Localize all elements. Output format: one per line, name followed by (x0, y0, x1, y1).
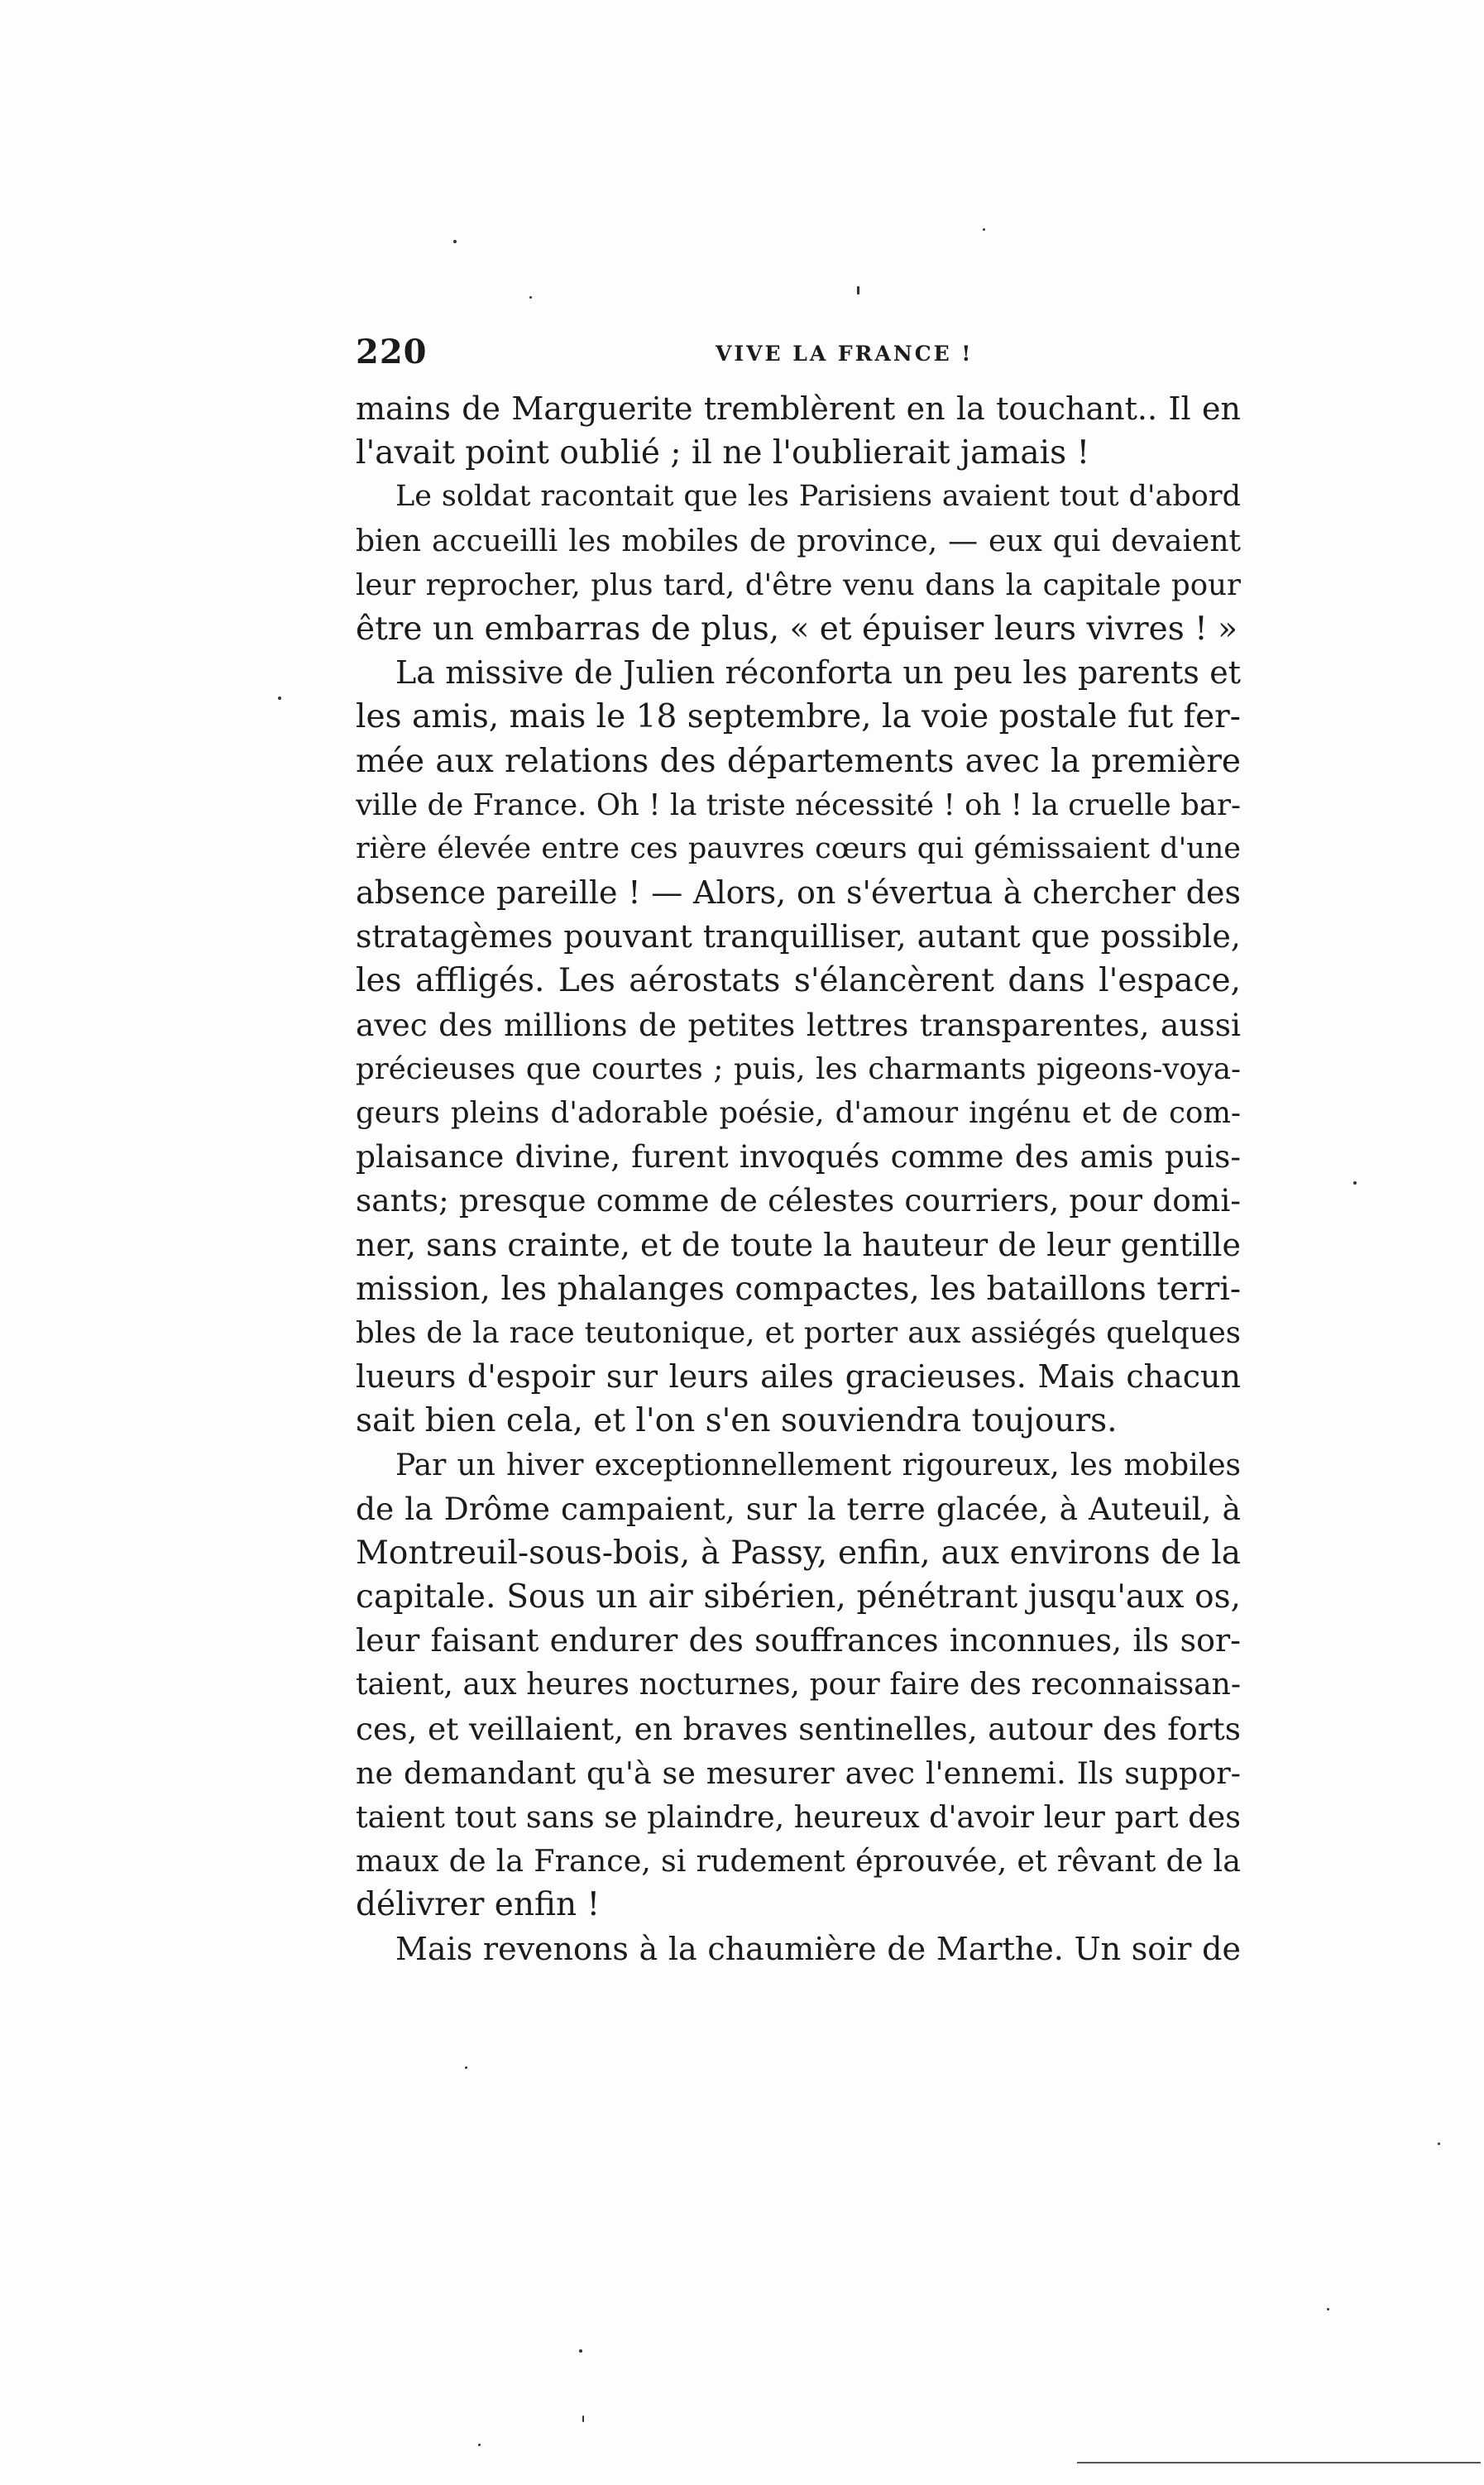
text-line: délivrer enfin ! (356, 1886, 601, 1924)
text-line: de la Drôme campaient, sur la terre glacée, à Auteuil, à (356, 1490, 1241, 1527)
text-line: mission, les phalanges compactes, les bataillons terri- (356, 1270, 1241, 1308)
scan-speck (478, 2444, 481, 2446)
text-line: les amis, mais le 18 septembre, la voie postale fut fer- (356, 698, 1241, 736)
text-line: ner, sans crainte, et de toute la hauteur de leur gentille (356, 1226, 1241, 1263)
scan-speck (1327, 2308, 1329, 2310)
text-line: stratagèmes pouvant tranquilliser, autant que possible, (356, 918, 1241, 955)
text-line: mains de Marguerite tremblèrent en la touchant.. Il en (356, 390, 1241, 427)
text-line: Par un hiver exceptionnellement rigoureux, les mobiles (395, 1448, 1241, 1482)
text-line: bles de la race teutonique, et porter aux assiégés quelques (356, 1315, 1241, 1350)
text-line: taient, aux heures nocturnes, pour faire des reconnaissan- (356, 1668, 1241, 1702)
scan-speck (278, 697, 281, 700)
text-line: sants; presque comme de célestes courriers, pour domi- (356, 1182, 1241, 1219)
text-line: être un embarras de plus, « et épuiser leurs vivres ! » (356, 610, 1238, 648)
text-line: avec des millions de petites lettres transparentes, aussi (356, 1006, 1241, 1043)
text-line: précieuses que courtes ; puis, les charmants pigeons-voya- (356, 1051, 1241, 1086)
scan-speck (1438, 2143, 1440, 2145)
text-line: capitale. Sous un air sibérien, pénétrant jusqu'aux os, (356, 1578, 1241, 1616)
text-line: rière élevée entre ces pauvres cœurs qui gémissaient d'une (356, 831, 1241, 865)
text-line: Montreuil-sous-bois, à Passy, enfin, aux environs de la (356, 1534, 1241, 1572)
text-line: Le soldat racontait que les Parisiens avaient tout d'abord (395, 480, 1241, 514)
text-line: geurs pleins d'adorable poésie, d'amour ingénu et de com- (356, 1096, 1241, 1130)
page-header (356, 329, 1241, 376)
scan-speck (983, 228, 985, 231)
scan-speck (1353, 1181, 1357, 1185)
running-title: VIVE LA FRANCE ! (716, 342, 974, 366)
text-line: ces, et veillaient, en braves sentinelles, autour des forts (356, 1710, 1241, 1747)
text-line: sait bien cela, et l'on s'en souviendra toujours. (356, 1402, 1118, 1440)
text-line: les affligés. Les aérostats s'élancèrent dans l'espace, (356, 962, 1241, 1000)
page-edge-line (1077, 2462, 1481, 2463)
scan-speck (465, 2066, 467, 2069)
text-line: l'avait point oublié ; il ne l'oublierait jamais ! (356, 434, 1090, 472)
text-line: plaisance divine, furent invoqués comme des amis puis- (356, 1138, 1241, 1175)
text-line: ville de France. Oh ! la triste nécessité ! oh ! la cruelle bar- (356, 788, 1241, 822)
text-line: leur reprocher, plus tard, d'être venu dans la capitale pour (356, 567, 1241, 602)
text-line: bien accueilli les mobiles de province, — eux qui devaient (356, 524, 1241, 558)
page-number: 220 (356, 333, 428, 371)
text-line: taient tout sans se plaindre, heureux d'avoir leur part des (356, 1799, 1241, 1835)
text-line: ne demandant qu'à se mesurer avec l'ennemi. Ils suppor- (356, 1755, 1241, 1791)
scan-speck (857, 286, 859, 294)
scan-speck (453, 240, 457, 243)
text-line: lueurs d'espoir sur leurs ailes gracieuses. Mais chacun (356, 1358, 1241, 1396)
scan-speck (529, 296, 532, 299)
text-line: maux de la France, si rudement éprouvée, et rêvant de la (356, 1843, 1241, 1879)
body-text (356, 387, 1241, 1971)
text-line: leur faisant endurer des souffrances inconnues, ils sor- (356, 1622, 1241, 1659)
text-line: mée aux relations des départements avec la première (356, 742, 1241, 780)
text-line: La missive de Julien réconforta un peu les parents et (395, 654, 1241, 692)
text-line: Mais revenons à la chaumière de Marthe. Un soir de (395, 1930, 1241, 1967)
text-line: absence pareille ! — Alors, on s'évertua à chercher des (356, 874, 1241, 912)
scan-speck (579, 2349, 582, 2353)
scan-speck (582, 2416, 584, 2422)
